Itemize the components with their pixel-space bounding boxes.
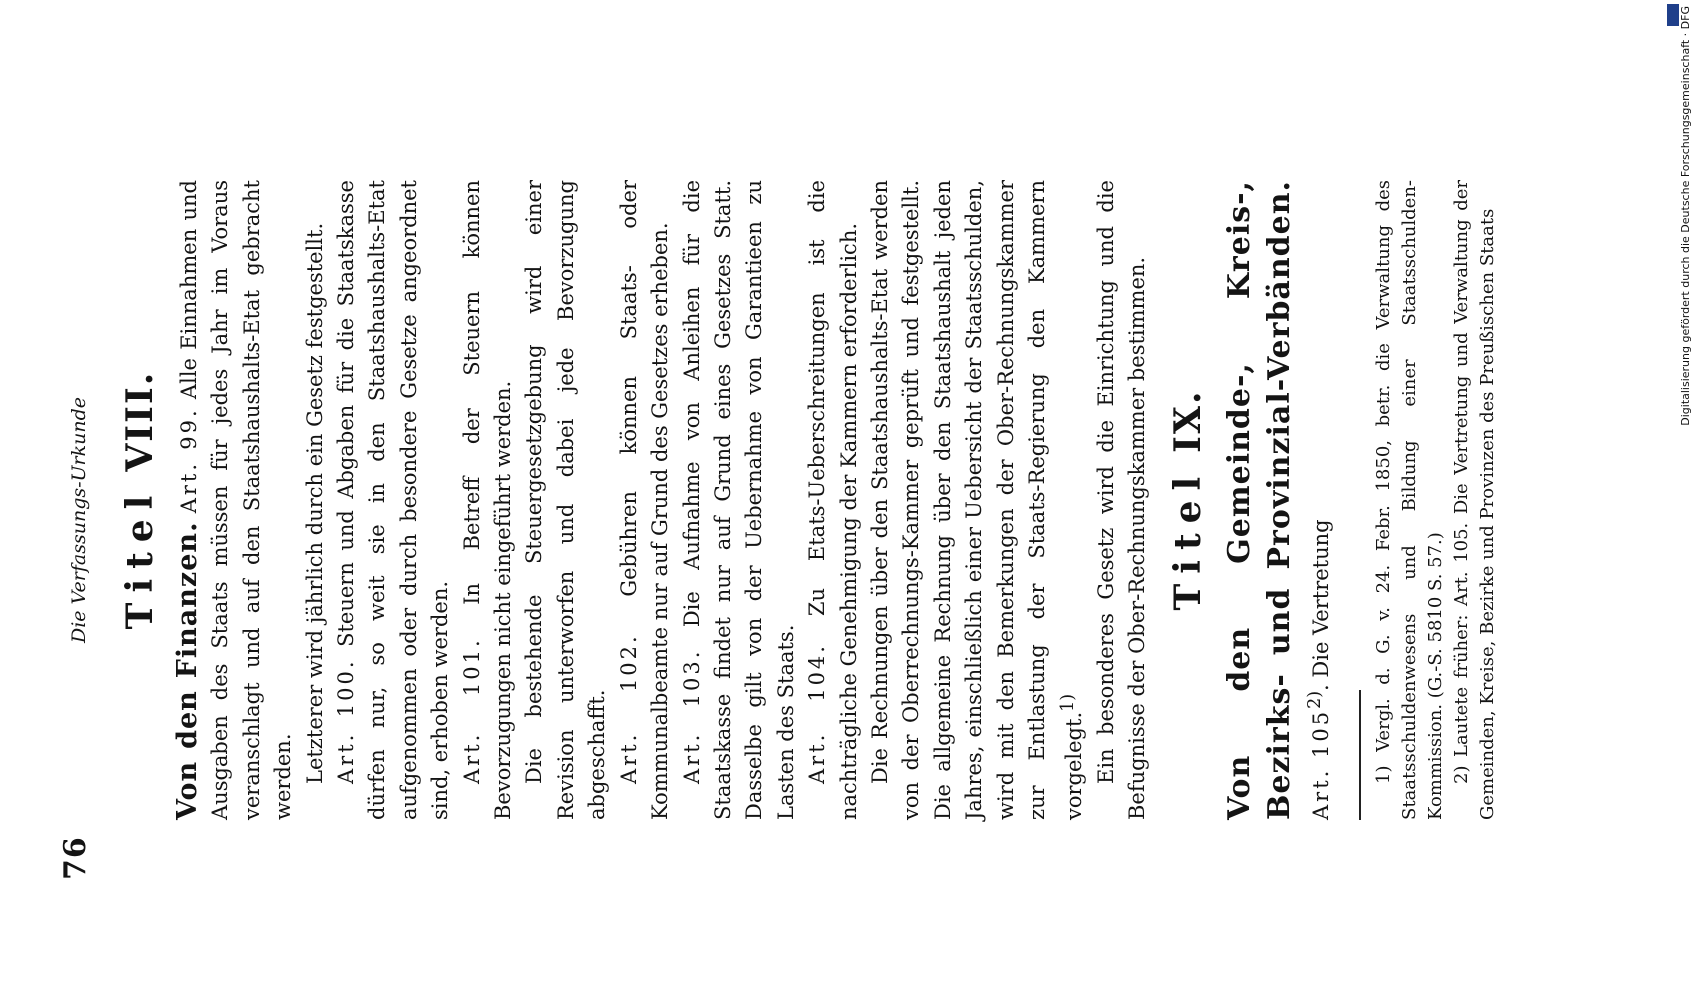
title-heading-viii [118, 180, 162, 820]
title-numeral: IX. [1166, 389, 1209, 453]
main-text [118, 120, 1337, 920]
article-text-102: Gebühren können Staats- oder Kommunalbeamte nur auf Grund des Gesetzes erheben. [616, 180, 673, 820]
running-title: Die Verfassungs-Urkunde [68, 396, 90, 644]
paragraph-art-104 [802, 180, 865, 820]
footnote-rule [1359, 690, 1361, 820]
paragraph-art-104-cont-2 [1091, 180, 1154, 820]
paragraph-art-99 [172, 180, 300, 820]
footnote-2: 2) Lautete früher: Art. 105. Die Vertretung und Verwaltung der Gemeinden, Kreise, Bezirke und Provinzen des Preußischen Staats [1451, 180, 1498, 820]
article-label-100: Art. 100. [334, 658, 359, 784]
title-word: Titel [1166, 466, 1209, 611]
paragraph-art-102 [614, 180, 677, 820]
paragraph-art-105: Von den Gemeinde-, Kreis-, Bezirks- und Provinzial-Verbänden. Art. 105$^{2)}$. Die Vertretung [1221, 180, 1333, 820]
article-text-99-cont: Letzterer wird jährlich durch ein Gesetz festgestellt. [302, 222, 327, 784]
article-text-103: Die Aufnahme von Anleihen für die Staatskasse findet nur auf Grund eines Gesetzes Statt. Dasselbe gilt von der Uebernahme von Garantieen zu Lasten des Staats. [679, 180, 798, 820]
book-page [58, 120, 1498, 920]
article-text-101: In Betreff der Steuern können Bevorzugungen nicht eingeführt werden. [459, 180, 516, 820]
title-numeral: VIII. [119, 370, 161, 472]
footnote-ref-1: 1) [1058, 693, 1079, 712]
article-label-99: Art. 99. [177, 407, 201, 514]
dfg-logo-icon [1667, 4, 1679, 26]
footnotes [1371, 120, 1501, 920]
running-head [60, 120, 100, 920]
paragraph-art-103 [677, 180, 803, 820]
paragraph-art-101-cont [519, 180, 613, 820]
article-label-104: Art. 104. [805, 643, 830, 784]
spacer [1154, 180, 1160, 820]
article-label-103: Art. 103. [679, 648, 704, 784]
page-number: 76 [58, 836, 93, 880]
section-heading-finanzen: Von den Finanzen. [172, 521, 203, 820]
article-text-100: Steuern und Abgaben für die Staatskasse dürfen nur, so weit sie in den Staatshaushalts-Etat aufgenommen oder durch besondere Gesetze angeordnet sind, erhoben werden. [334, 180, 453, 820]
footnote-ref-2: 2) [1304, 690, 1325, 709]
article-label-102: Art. 102. [616, 633, 641, 784]
article-label-105: Art. 105 [1308, 708, 1333, 820]
article-text-101-cont: Die bestehende Steuergesetzgebung wird einer Revision unterworfen und dabei jede Bevorzugung abgeschafft. [522, 180, 610, 820]
article-text-104-cont-2: Ein besonderes Gesetz wird die Einrichtung und die Befugnisse der Ober-Rechnungskammer bestimmen. [1093, 180, 1150, 820]
article-label-101: Art. 101. [459, 637, 484, 784]
article-text-104-cont-1: Die Rechnungen über den Staatshaushalts-Etat werden von der Oberrechnungs-Kammer geprüft und festgestellt. Die allgemeine Rechnung über den Staatshaushalt jeden Jahres, einschließlich einer Uebersicht der Staatsschulden, wird mit den Bemerkungen der Ober-Rechnungskammer zur Entlastung der Staats-Regierung den Kammern vorgelegt. [867, 180, 1087, 820]
article-text-104: Zu Etats-Ueberschreitungen ist die nachträgliche Genehmigung der Kammern erforderlich. [805, 180, 861, 820]
article-text-105: Die Vertretung [1308, 519, 1333, 678]
digitization-credit [1666, 6, 1692, 886]
section-heading-gemeinde: Von den Gemeinde-, Kreis-, Bezirks- und Provinzial-Verbänden. [1221, 180, 1297, 820]
paragraph-art-99-cont [300, 180, 331, 820]
footnote-1: 1) Vergl. d. G. v. 24. Febr. 1850, betr. die Verwaltung des Staatsschuldenwesens und Bildung einer Staatsschulden-Kommission. (G.-S. 5810 S. 57.) [1373, 180, 1446, 820]
credit-text: Digitalisierung gefördert durch die Deutsche Forschungsgemeinschaft · DFG [1679, 6, 1692, 426]
title-word: Titel [119, 485, 161, 630]
title-heading-ix [1166, 180, 1210, 820]
paragraph-art-101 [457, 180, 520, 820]
article-text-99: Alle Einnahmen und Ausgaben des Staats müssen für jedes Jahr im Voraus veranschlagt und auf den Staatshaushalts-Etat gebracht werden. [177, 180, 296, 820]
paragraph-art-100 [331, 180, 457, 820]
paragraph-art-104-cont-1 [865, 180, 1091, 820]
